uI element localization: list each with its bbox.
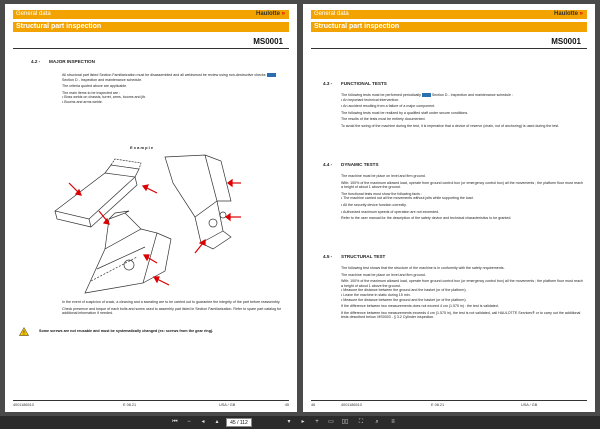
bullet-item: • An important technical intervention.	[341, 97, 400, 102]
paragraph: The following test shows that the structure of the machine is in conformity with the safety requirements.	[341, 266, 505, 270]
footer-lang: USA / GB	[219, 403, 236, 407]
paragraph: The functional tests must show the following facts :	[341, 191, 422, 196]
footer-page-number: 46	[311, 403, 316, 407]
doc-code: MS0001	[253, 37, 283, 46]
section-body	[341, 266, 585, 322]
menu-icon[interactable]: ≡	[391, 419, 395, 425]
banner-title: Structural part inspection	[16, 23, 102, 30]
fullscreen-icon[interactable]: ⛶	[358, 419, 364, 425]
bullet-item: • An accident resulting from a failure of a major component.	[341, 104, 436, 109]
footer-page-number: 45	[284, 403, 289, 407]
footer-ref: 4001186510	[341, 403, 362, 407]
paragraph: With: 100% of the maximum allowed load, operate from ground control box (or emergency control box) all the movements ; the platform floor must reach a height of about 1 above the ground.	[341, 279, 583, 288]
example-label: E x a m p l e	[130, 145, 154, 150]
header-rule	[13, 48, 289, 49]
search-icon[interactable]: ⌕	[375, 419, 379, 425]
bullet-item: • Boss welds on chassis, turret, arms, booms and jib.	[62, 95, 147, 100]
haulotte-logo: Haulotte »	[255, 11, 285, 17]
section-title: FUNCTIONAL TESTS	[341, 81, 387, 86]
header-title: General data	[16, 11, 51, 17]
footer-edition: E 08.21	[431, 403, 445, 407]
bullet-item: • All the security device function correctly.	[341, 202, 407, 207]
doc-code: MS0001	[551, 37, 581, 46]
banner	[13, 22, 289, 32]
weld-inspection-illustration	[45, 153, 255, 297]
header-rule	[311, 48, 587, 49]
section-number: 4.3 -	[323, 81, 333, 86]
paragraph: The machine must be place on level and firm ground.	[341, 272, 426, 277]
section-title: DYNAMIC TESTS	[341, 162, 379, 167]
haulotte-logo: Haulotte »	[553, 11, 583, 17]
paragraph: Refer to the user manual for the description of the safety device and technical characteristics to be granted.	[341, 216, 512, 221]
paragraph: The machine must be place on level and firm ground.	[341, 174, 426, 178]
section-body	[341, 93, 585, 131]
paragraph: All structural part listed Section Familiarization must be disassembled and all weldsmust be review using non-destructive checks Section D - Inspection and maintenance schedule.	[62, 73, 287, 82]
page-down-icon[interactable]: ▾	[287, 419, 291, 425]
zoom-in-icon[interactable]: +	[315, 419, 319, 425]
book-ref-icon	[422, 93, 431, 97]
page-number-input[interactable]: 45 / 112	[226, 418, 252, 427]
paragraph: If the difference between two measurements exceeds 4 cm (1.575 in), the test is not validated, call HAULOTTE Services® or to carry out the additional tests described below. MS0003 - § 3.2 Cylinder inspection.	[341, 310, 581, 320]
page-header	[311, 10, 587, 19]
paragraph: The criteria quoted above are applicable.	[62, 84, 128, 89]
book-ref-icon	[267, 73, 276, 77]
footer-lang: USA / GB	[521, 403, 538, 407]
section-number: 4.4 -	[323, 162, 333, 167]
paragraph: The results of the tests must be entirely documented.	[341, 117, 426, 122]
zoom-out-icon[interactable]: −	[187, 419, 191, 425]
section-title: STRUCTURAL TEST	[341, 254, 386, 259]
bullet-item: • Leave the machine in static during 15 min.	[341, 292, 411, 297]
bullet-item: • Booms and arms welde.	[62, 99, 103, 104]
page-header	[13, 10, 289, 19]
fit-page-icon[interactable]: ▭	[328, 419, 334, 425]
paragraph: The following tests must be performed periodically Section D - Inspection and maintenance schedule :	[341, 93, 514, 97]
page-footer	[13, 400, 289, 406]
next-page-icon[interactable]: ▸	[301, 419, 305, 425]
page-45	[5, 4, 297, 412]
section-number: 4.5 -	[323, 254, 333, 259]
page-46	[303, 4, 595, 412]
first-page-icon[interactable]: ⏮	[172, 419, 178, 425]
section-title: MAJOR INSPECTION	[49, 59, 95, 64]
banner-title: Structural part inspection	[314, 23, 400, 30]
section-body	[341, 174, 585, 223]
bullet-item: • Measure the distance between the ground and the basket (or of the platform).	[341, 288, 467, 293]
footer-edition: E 08.21	[123, 403, 137, 407]
bullet-item: • Measure the distance between the ground and the basket (or of the platform).	[341, 297, 467, 302]
paragraph: With: 100% of the maximum allowed load, operate from ground control box (or emergency control box) all the movements ; the platform floor must reach a height of about 1 above the ground.	[341, 180, 583, 190]
page-footer	[311, 400, 587, 406]
section-body	[62, 73, 287, 107]
page-up-icon[interactable]: ▴	[215, 419, 219, 425]
bullet-item: • The machine carried out all the movements without jolts while supporting the load.	[341, 196, 474, 201]
section-number: 4.2 -	[31, 59, 41, 64]
paragraph: If the difference between two measurements does not exceed 4 cm (1.575 in) : the test is validated.	[341, 304, 499, 309]
pdf-viewer-toolbar	[0, 416, 600, 429]
post-figure-text	[62, 300, 290, 318]
prev-page-icon[interactable]: ◂	[201, 419, 205, 425]
paragraph: Check presence and torque of each bolts and screw used to assembly part listed in Section Familiarization. Refer to spare part catalog for additional information if needed.	[62, 306, 282, 316]
two-page-view-icon[interactable]: ▯▯	[341, 419, 349, 425]
paragraph: To avoid the swing of the machine during the test, it is imperative that a device of reserve (chain, not of anchoring) is used during the test.	[341, 123, 560, 128]
banner	[311, 22, 587, 32]
paragraph: The following tests must be realized by a qualified staff under secure conditions.	[341, 110, 469, 115]
bullet-item: • Authorized maximum speeds of operation are not exceeded.	[341, 209, 440, 214]
paragraph: In the event of suspicion of crack, a cleaning and a sweating are to be carried out to guarantee the integrity of the part before reassembly.	[62, 300, 281, 304]
paragraph: The main items to be inspected are :	[62, 90, 121, 95]
header-title: General data	[314, 11, 349, 17]
footer-ref: 4001186510	[13, 403, 34, 407]
svg-text:!: !	[23, 330, 25, 336]
warning-icon	[19, 327, 29, 336]
warning-text: Some screws are not reusable and must be systematically changed (ex: screws from the gear ring).	[39, 329, 214, 333]
